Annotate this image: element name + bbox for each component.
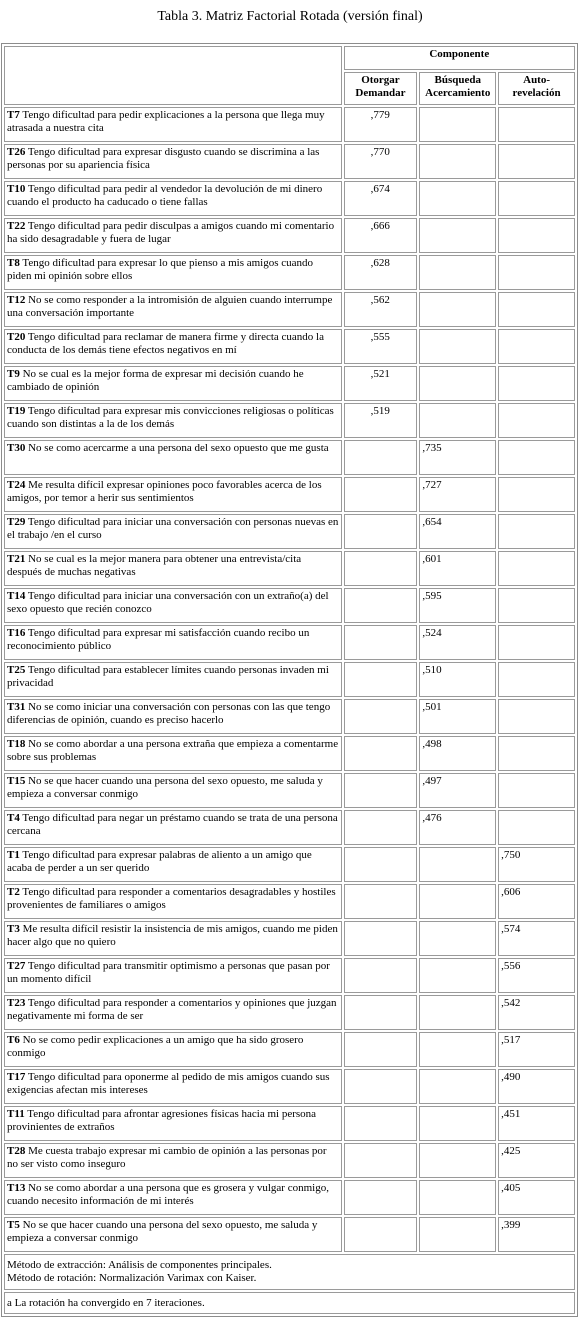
table-row: [4, 1106, 575, 1141]
loading-cell-f2: [419, 1069, 496, 1104]
item-text: Tengo dificultad para reclamar de manera firme y directa cuando la conducta de los demás tiene efectos negativos en mí: [7, 331, 324, 356]
loading-cell-f3: [498, 773, 575, 808]
item-cell: [4, 403, 342, 438]
factor-header-line: Búsqueda: [434, 74, 481, 86]
loading-cell-f3: [498, 329, 575, 364]
loading-cell-f1: ,521: [344, 366, 418, 401]
item-code: T6: [7, 1034, 20, 1046]
table-row: [4, 958, 575, 993]
loading-cell-f2: [419, 144, 496, 179]
table-row: [4, 773, 575, 808]
item-text: No se como abordar a una persona que es grosera y vulgar conmigo, cuando necesito información de mi interés: [7, 1182, 329, 1207]
loading-cell-f3: ,606: [498, 884, 575, 919]
loading-cell-f3: [498, 662, 575, 697]
loading-cell-f3: [498, 588, 575, 623]
loading-cell-f3: ,517: [498, 1032, 575, 1067]
loading-cell-f3: ,490: [498, 1069, 575, 1104]
loading-cell-f3: ,425: [498, 1143, 575, 1178]
loading-cell-f1: [344, 588, 418, 623]
loading-cell-f2: [419, 403, 496, 438]
item-text: No se que hacer cuando una persona del sexo opuesto, me saluda y empieza a conversar conmigo: [7, 1219, 318, 1244]
item-text: No se que hacer cuando una persona del sexo opuesto, me saluda y empieza a conversar conmigo: [7, 775, 323, 800]
loading-cell-f1: ,562: [344, 292, 418, 327]
loading-cell-f3: ,399: [498, 1217, 575, 1252]
item-code: T19: [7, 405, 26, 417]
item-text: Tengo dificultad para expresar lo que pienso a mis amigos cuando piden mi opinión sobre ellos: [7, 257, 314, 282]
loading-cell-f3: [498, 699, 575, 734]
table-row: [4, 292, 575, 327]
loading-cell-f2: ,524: [419, 625, 496, 660]
item-text: No se cual es la mejor manera para obtener una entrevista/cita después de muchas negativas: [7, 553, 302, 578]
table-row: [4, 1032, 575, 1067]
item-code: T4: [7, 812, 20, 824]
item-cell: [4, 884, 342, 919]
table-row: [4, 144, 575, 179]
loading-cell-f1: ,779: [344, 107, 418, 142]
item-cell: [4, 181, 342, 216]
item-cell: [4, 1106, 342, 1141]
item-cell: [4, 218, 342, 253]
table-row: [4, 588, 575, 623]
item-text: Tengo dificultad para expresar mi satisfacción cuando recibo un reconocimiento público: [7, 627, 310, 652]
item-text: Tengo dificultad para responder a comentarios desagradables y hostiles provenientes de familiares o amigos: [7, 886, 336, 911]
loading-cell-f3: [498, 736, 575, 771]
loading-cell-f1: [344, 514, 418, 549]
factor-header-auto-revelacion: [498, 72, 575, 105]
item-cell: [4, 958, 342, 993]
loading-cell-f2: [419, 181, 496, 216]
loading-cell-f3: [498, 218, 575, 253]
table-row: [4, 810, 575, 845]
loading-cell-f3: ,750: [498, 847, 575, 882]
loading-cell-f3: [498, 477, 575, 512]
item-code: T13: [7, 1182, 26, 1194]
item-code: T8: [7, 257, 20, 269]
loading-cell-f2: ,501: [419, 699, 496, 734]
table-row: [4, 477, 575, 512]
extraction-method-note: Método de extracción: Análisis de componentes principales.: [7, 1259, 272, 1271]
item-code: T10: [7, 183, 26, 195]
loading-cell-f1: [344, 551, 418, 586]
item-text: Tengo dificultad para expresar palabras de aliento a un amigo que acaba de perder a un ser querido: [7, 849, 312, 874]
table-row: [4, 1217, 575, 1252]
item-code: T28: [7, 1145, 26, 1157]
item-cell: [4, 255, 342, 290]
component-header: Componente: [344, 46, 575, 70]
item-text: Tengo dificultad para pedir al vendedor la devolución de mi dinero cuando el producto ha caducado o tiene fallas: [7, 183, 323, 208]
item-text: Tengo dificultad para establecer límites cuando personas invaden mi privacidad: [7, 664, 329, 689]
item-text: Tengo dificultad para negar un préstamo cuando se trata de una persona cercana: [7, 812, 338, 837]
item-cell: [4, 514, 342, 549]
loading-cell-f3: [498, 625, 575, 660]
loading-cell-f2: [419, 995, 496, 1030]
item-cell: [4, 477, 342, 512]
loading-cell-f1: ,666: [344, 218, 418, 253]
item-text: Tengo dificultad para expresar mis convicciones religiosas o políticas cuando son distintas a la de los demás: [7, 405, 334, 430]
table-row: [4, 329, 575, 364]
rotation-method-note: Método de rotación: Normalización Varimax con Kaiser.: [7, 1272, 257, 1284]
loading-cell-f1: ,674: [344, 181, 418, 216]
loading-cell-f2: ,510: [419, 662, 496, 697]
table-row: [4, 995, 575, 1030]
footer-convergence-row: [4, 1292, 575, 1314]
loading-cell-f2: [419, 884, 496, 919]
factor-header-line: Demandar: [355, 87, 406, 99]
rotated-factor-matrix: [1, 43, 578, 1317]
table-row: [4, 218, 575, 253]
table-row: [4, 847, 575, 882]
item-code: T11: [7, 1108, 25, 1120]
item-cell: [4, 292, 342, 327]
item-cell: [4, 107, 342, 142]
loading-cell-f2: [419, 366, 496, 401]
item-cell: [4, 144, 342, 179]
loading-cell-f1: [344, 699, 418, 734]
item-cell: [4, 810, 342, 845]
item-cell: [4, 921, 342, 956]
item-cell: [4, 440, 342, 475]
item-cell: [4, 329, 342, 364]
table-row: [4, 1180, 575, 1215]
loading-cell-f1: [344, 625, 418, 660]
loading-cell-f2: ,601: [419, 551, 496, 586]
item-text: No se como acercarme a una persona del sexo opuesto que me gusta: [25, 442, 329, 454]
item-text: No se como pedir explicaciones a un amigo que ha sido grosero conmigo: [7, 1034, 304, 1059]
item-code: T25: [7, 664, 26, 676]
loading-cell-f2: ,595: [419, 588, 496, 623]
loading-cell-f2: ,654: [419, 514, 496, 549]
table-row: [4, 514, 575, 549]
table-row: [4, 884, 575, 919]
item-cell: [4, 773, 342, 808]
item-cell: [4, 662, 342, 697]
footer-methods-cell: [4, 1254, 575, 1290]
loading-cell-f3: [498, 292, 575, 327]
loading-cell-f3: [498, 144, 575, 179]
item-code: T21: [7, 553, 26, 565]
loading-cell-f1: ,628: [344, 255, 418, 290]
loading-cell-f3: [498, 366, 575, 401]
item-cell: [4, 995, 342, 1030]
item-cell: [4, 1069, 342, 1104]
item-code: T18: [7, 738, 26, 750]
item-text: Tengo dificultad para transmitir optimismo a personas que pasan por un momento difícil: [7, 960, 330, 985]
loading-cell-f3: ,542: [498, 995, 575, 1030]
item-text: No se como responder a la intromisión de alguien cuando interrumpe una conversación importante: [7, 294, 333, 319]
item-code: T27: [7, 960, 26, 972]
loading-cell-f2: [419, 1032, 496, 1067]
loading-cell-f2: [419, 255, 496, 290]
item-code: T30: [7, 442, 26, 454]
loading-cell-f2: [419, 958, 496, 993]
item-cell: [4, 1217, 342, 1252]
item-text: Tengo dificultad para oponerme al pedido de mis amigos cuando sus exigencias afectan mis intereses: [7, 1071, 330, 1096]
header-row-component: [4, 46, 575, 70]
item-code: T17: [7, 1071, 26, 1083]
loading-cell-f1: [344, 773, 418, 808]
loading-cell-f1: ,519: [344, 403, 418, 438]
loading-cell-f2: ,727: [419, 477, 496, 512]
item-code: T26: [7, 146, 26, 158]
matrix-body: [4, 107, 575, 1252]
table-row: [4, 736, 575, 771]
item-code: T23: [7, 997, 26, 1009]
loading-cell-f2: [419, 847, 496, 882]
item-cell: [4, 625, 342, 660]
item-code: T7: [7, 109, 20, 121]
table-row: [4, 662, 575, 697]
table-row: [4, 1069, 575, 1104]
item-code: T14: [7, 590, 26, 602]
loading-cell-f1: [344, 736, 418, 771]
table-row: [4, 440, 575, 475]
factor-header-line: revelación: [512, 87, 561, 99]
footer-methods-row: [4, 1254, 575, 1290]
table-row: [4, 921, 575, 956]
loading-cell-f1: ,555: [344, 329, 418, 364]
item-cell: [4, 736, 342, 771]
loading-cell-f3: [498, 440, 575, 475]
item-cell: [4, 551, 342, 586]
item-cell: [4, 588, 342, 623]
factor-header-line: Auto-: [523, 74, 551, 86]
loading-cell-f1: [344, 921, 418, 956]
loading-cell-f3: ,574: [498, 921, 575, 956]
loading-cell-f3: ,451: [498, 1106, 575, 1141]
loading-cell-f2: [419, 1217, 496, 1252]
loading-cell-f1: [344, 662, 418, 697]
item-code: T20: [7, 331, 26, 343]
loading-cell-f2: ,497: [419, 773, 496, 808]
table-row: [4, 1143, 575, 1178]
loading-cell-f1: [344, 884, 418, 919]
item-code: T2: [7, 886, 20, 898]
loading-cell-f1: [344, 1143, 418, 1178]
item-code: T24: [7, 479, 26, 491]
loading-cell-f3: [498, 810, 575, 845]
loading-cell-f2: ,735: [419, 440, 496, 475]
item-text: No se cual es la mejor forma de expresar mi decisión cuando he cambiado de opinión: [7, 368, 304, 393]
table-row: [4, 366, 575, 401]
loading-cell-f1: [344, 1032, 418, 1067]
item-text: Tengo dificultad para afrontar agresiones físicas hacia mi persona provinientes de extraños: [7, 1108, 317, 1133]
item-code: T22: [7, 220, 26, 232]
item-cell: [4, 1143, 342, 1178]
loading-cell-f2: ,476: [419, 810, 496, 845]
item-text: Me resulta difícil resistir la insistencia de mis amigos, cuando me piden hacer algo que no quiero: [7, 923, 338, 948]
table-row: [4, 107, 575, 142]
loading-cell-f3: ,405: [498, 1180, 575, 1215]
loading-cell-f3: [498, 107, 575, 142]
table-row: [4, 625, 575, 660]
loading-cell-f2: ,498: [419, 736, 496, 771]
table-row: [4, 403, 575, 438]
item-text: No se como iniciar una conversación con personas con las que tengo diferencias de opinión, cuando es preciso hacerlo: [7, 701, 331, 726]
item-cell: [4, 699, 342, 734]
item-code: T9: [7, 368, 20, 380]
item-text: Me cuesta trabajo expresar mi cambio de opinión a las personas por no ser visto como inseguro: [7, 1145, 327, 1170]
loading-cell-f3: [498, 403, 575, 438]
item-code: T5: [7, 1219, 20, 1231]
item-code: T31: [7, 701, 26, 713]
loading-cell-f1: [344, 995, 418, 1030]
item-text: Tengo dificultad para iniciar una conversación con un extraño(a) del sexo opuesto que recién conozco: [7, 590, 329, 615]
loading-cell-f2: [419, 107, 496, 142]
item-cell: [4, 1032, 342, 1067]
table-title: Tabla 3. Matriz Factorial Rotada (versión final): [157, 9, 423, 24]
loading-cell-f1: [344, 810, 418, 845]
item-code: T16: [7, 627, 26, 639]
table-row: [4, 255, 575, 290]
table-row: [4, 699, 575, 734]
item-text: Tengo dificultad para pedir explicaciones a la persona que llega muy atrasada a nuestra cita: [7, 109, 325, 134]
loading-cell-f1: [344, 440, 418, 475]
loading-cell-f1: [344, 958, 418, 993]
loading-cell-f1: [344, 1180, 418, 1215]
loading-cell-f3: [498, 181, 575, 216]
item-cell: [4, 847, 342, 882]
loading-cell-f1: [344, 1106, 418, 1141]
factor-header-line: Otorgar: [361, 74, 400, 86]
item-code: T15: [7, 775, 26, 787]
empty-header-cell: [4, 46, 342, 105]
item-text: Me resulta difícil expresar opiniones poco favorables acerca de los amigos, por temor a herir sus sentimientos: [7, 479, 322, 504]
table-row: [4, 181, 575, 216]
loading-cell-f1: [344, 847, 418, 882]
loading-cell-f2: [419, 329, 496, 364]
loading-cell-f2: [419, 218, 496, 253]
loading-cell-f3: ,556: [498, 958, 575, 993]
loading-cell-f2: [419, 1106, 496, 1141]
item-text: No se como abordar a una persona extraña que empieza a comentarme sobre sus problemas: [7, 738, 339, 763]
factor-header-line: Acercamiento: [425, 87, 491, 99]
loading-cell-f3: [498, 551, 575, 586]
loading-cell-f3: [498, 255, 575, 290]
item-code: T3: [7, 923, 20, 935]
item-text: Tengo dificultad para expresar disgusto cuando se discrimina a las personas por su apariencia física: [7, 146, 320, 171]
item-cell: [4, 1180, 342, 1215]
item-text: Tengo dificultad para responder a comentarios y opiniones que juzgan negativamente mi forma de ser: [7, 997, 337, 1022]
factor-header-busqueda-acercamiento: [419, 72, 496, 105]
factor-header-otorgar-demandar: [344, 72, 418, 105]
item-code: T1: [7, 849, 20, 861]
loading-cell-f2: [419, 921, 496, 956]
item-text: Tengo dificultad para iniciar una conversación con personas nuevas en el trabajo /en el curso: [7, 516, 339, 541]
convergence-note: a La rotación ha convergido en 7 iteraciones.: [4, 1292, 575, 1314]
loading-cell-f1: [344, 477, 418, 512]
item-text: Tengo dificultad para pedir disculpas a amigos cuando mi comentario ha sido desagradable y fuera de lugar: [7, 220, 335, 245]
loading-cell-f3: [498, 514, 575, 549]
item-code: T29: [7, 516, 26, 528]
item-cell: [4, 366, 342, 401]
loading-cell-f1: ,770: [344, 144, 418, 179]
loading-cell-f1: [344, 1217, 418, 1252]
loading-cell-f2: [419, 1180, 496, 1215]
loading-cell-f2: [419, 1143, 496, 1178]
item-code: T12: [7, 294, 26, 306]
table-row: [4, 551, 575, 586]
loading-cell-f2: [419, 292, 496, 327]
loading-cell-f1: [344, 1069, 418, 1104]
